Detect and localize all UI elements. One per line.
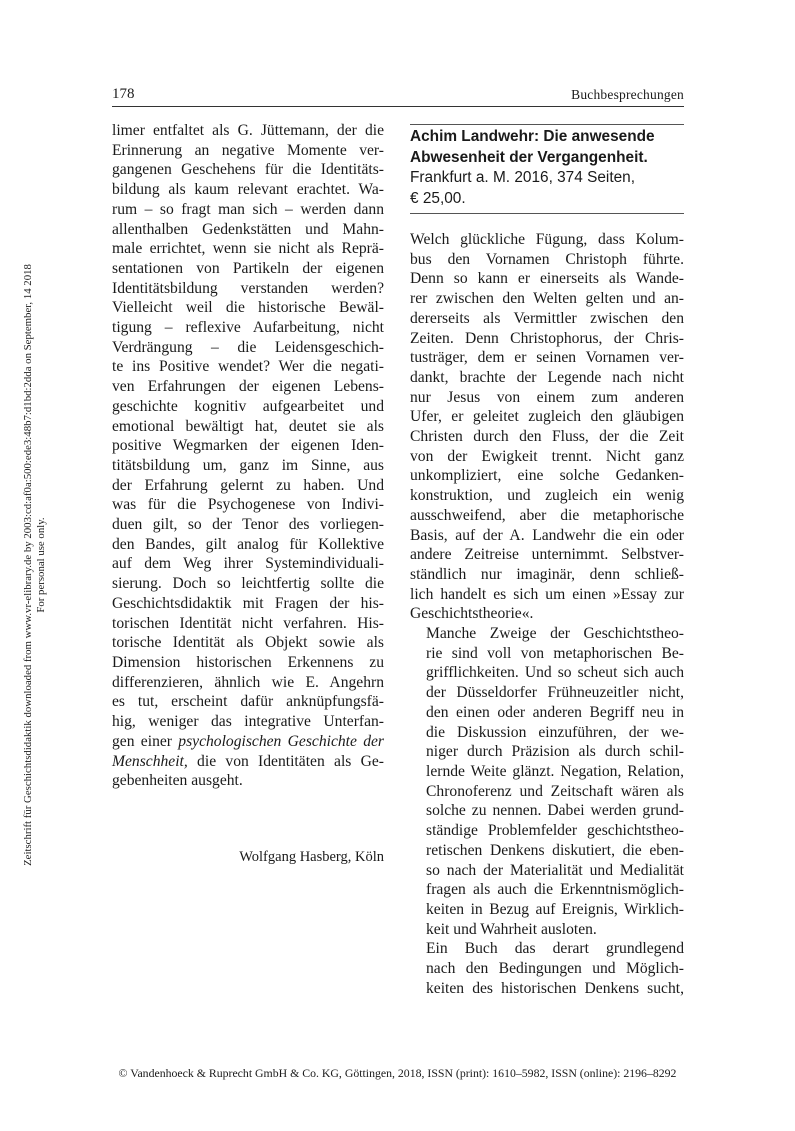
text-line: Christen durch den Fluss, der die Zeit — [410, 428, 684, 446]
text-line: Identitätsbildung verstanden werden? — [112, 279, 384, 297]
text-line: andere Zeitreise unternimmt. Selbstver- — [410, 546, 684, 564]
text-line — [112, 732, 384, 752]
text-line: torische Identität als Objekt sowie als — [112, 634, 384, 652]
text-line: hig, weniger das integrative Unterfan- — [112, 713, 384, 731]
book-title-line-1: Achim Landwehr: Die anwesende — [410, 128, 655, 145]
text-line: differenzieren, ähnlich wie E. Angehrn — [112, 673, 384, 691]
review-paragraph-2 — [410, 624, 684, 939]
text-line: Vielleicht weil die historische Bewäl- — [112, 299, 384, 317]
text-line: nach den Bedingungen und Möglich- — [426, 960, 684, 978]
text-line: torischen Identität nicht verfahren. His- — [112, 614, 384, 632]
text-line: dererseits als Vermittler zwischen den — [410, 309, 684, 327]
text-line: konstruktion, und zugleich ein wenig — [410, 487, 684, 505]
text-line: ständige Problemfelder geschichtstheo- — [426, 822, 684, 840]
text-line: tigung – reflexive Aufarbeitung, nicht — [112, 319, 384, 337]
text-line: rie sind voll von metaphorischen Be- — [426, 644, 684, 662]
text-line: duen gilt, so der Tenor des vorliegen- — [112, 516, 384, 534]
book-citation — [410, 124, 684, 214]
text-line: lich handelt es sich um einen »Essay zur — [410, 585, 684, 603]
text-line: den einen oder anderen Begriff neu in — [426, 703, 684, 721]
text-line — [112, 752, 384, 772]
text-line: dankt, brachte der Legende nach nicht — [410, 368, 684, 386]
text-line: Denn so kann er einerseits als Wande- — [410, 270, 684, 288]
text-fragment: die von Identitäten als Ge- — [187, 752, 384, 770]
text-line: rer zwischen den Welten gelten und an- — [410, 290, 684, 308]
text-line: was für die Psychogenese von Indivi- — [112, 496, 384, 514]
text-line: nur Jesus von einem zum anderen — [410, 388, 684, 406]
text-line: titätsbildung um, ganz im Sinne, aus — [112, 456, 384, 474]
text-line: der Erfahrung gelernt zu haben. Und — [112, 476, 384, 494]
page-number: 178 — [112, 86, 135, 102]
text-line: keit und Wahrheit ausloten. — [426, 920, 597, 938]
book-title-line-2: Abwesenheit der Vergangenheit. — [410, 148, 648, 166]
text-line: positive Wegmarken der eigenen Iden- — [112, 437, 384, 455]
text-line: keiten des historischen Denkens sucht, — [426, 979, 684, 997]
text-line: retischen Denkens diskutiert, die eben- — [426, 841, 684, 859]
text-line: Ein Buch das derart grundlegend — [426, 940, 684, 958]
text-line: te ins Positive wendet? Wer die negati- — [112, 358, 384, 376]
book-details-line-2: € 25,00. — [410, 189, 466, 207]
text-line: Welch glückliche Fügung, dass Kolum- — [410, 231, 684, 248]
text-line: ven Erfahrungen der eigenen Lebens- — [112, 378, 384, 396]
text-line: emotional bewältigt hat, deutet sie als — [112, 417, 384, 435]
copyright-footer: © Vandenhoeck & Ruprecht GmbH & Co. KG, Göttingen, 2018, ISSN (print): 1610–5982, ISSN (online): 2196–8292 — [118, 1066, 677, 1080]
left-column — [112, 121, 384, 791]
text-line: rum – so fragt man sich – werden dann — [112, 200, 384, 218]
text-line: unkompliziert, eine solche Gedanken- — [410, 467, 684, 485]
reviewer-signature: Wolfgang Hasberg, Köln — [239, 849, 384, 865]
text-line: Zeiten. Denn Christophorus, der Chris- — [410, 329, 684, 347]
text-line: keiten in Bezug auf Ereignis, Wirklich- — [426, 900, 684, 918]
italic-title-fragment: psychologischen Geschichte der — [178, 732, 384, 750]
text-line: auf dem Weg ihrer Systemindividuali- — [112, 555, 384, 573]
text-line: so nach der Materialität und Medialität — [426, 861, 684, 879]
text-line: limer entfaltet als G. Jüttemann, der die — [112, 122, 384, 139]
review-ending-paragraph — [112, 121, 384, 791]
text-line: Erinnerung an negative Momente ver- — [112, 141, 384, 159]
text-line: Chronoferenz und Zeitschaft wären als — [426, 782, 684, 800]
italic-title-fragment: Menschheit, — [112, 752, 188, 770]
text-line: solche zu nennen. Dabei werden grund- — [426, 802, 684, 820]
text-line: allenthalben Gedenkstätten und Mahn- — [112, 220, 384, 238]
text-line: bildung als kaum relevant erachtet. Wa- — [112, 181, 384, 199]
text-line: Ufer, er geleitet zugleich den gläubigen — [410, 408, 684, 426]
text-line: ausschweifend, aber die metaphorische — [410, 506, 684, 524]
text-line: sentationen von Partikeln der eigenen — [112, 259, 384, 277]
text-line: fragen als auch die Erkenntnismöglich- — [426, 881, 684, 899]
text-line: Basis, auf der A. Landwehr die ein oder — [410, 526, 684, 544]
text-line: gangenen Geschehens für die Identitäts- — [112, 161, 384, 179]
text-line: der Düsseldorfer Frühneuzeitler nicht, — [426, 684, 684, 702]
text-line: gebenheiten ausgeht. — [112, 772, 243, 790]
text-line: Verdrängung – die Leidensgeschich- — [112, 338, 384, 356]
page-header — [112, 86, 684, 107]
text-line: lernde Weite glänzt. Negation, Relation, — [426, 762, 684, 780]
text-line: Manche Zweige der Geschichtstheo- — [426, 625, 684, 643]
text-line: es tut, erscheint dafür anknüpfungsfä- — [112, 693, 384, 711]
review-paragraph-1 — [410, 230, 684, 624]
text-line: den Bandes, gilt analog für Kollektive — [112, 535, 384, 553]
text-line: die Diskussion einzuführen, der we- — [426, 723, 684, 741]
text-line: tusträger, dem er seinen Vornamen ver- — [410, 349, 684, 367]
download-notice-line-2: For personal use only. — [35, 517, 47, 613]
text-line: sierung. Doch so leichtfertig sollte die — [112, 575, 384, 593]
text-line: bus den Vornamen Christoph führte. — [410, 250, 684, 268]
text-line: Geschichtsdidaktik mit Fragen der his- — [112, 594, 384, 612]
download-notice-line-1: Zeitschrift für Geschichtsdidaktik downloaded from www.vr-elibrary.de by 2003:cd:af0a:500:ede3:48b7:d1bd:2dda on September, 14 2018 — [22, 264, 34, 866]
text-line: Dimension historischen Erkennens zu — [112, 653, 384, 671]
download-notice — [22, 220, 62, 910]
text-line: geschichte kognitiv aufgearbeitet und — [112, 397, 384, 415]
text-line: niger durch Präzision als durch schil- — [426, 743, 684, 761]
text-line: ständlich nur imaginär, denn schließ- — [410, 565, 684, 583]
text-fragment: gen einer — [112, 732, 179, 750]
text-line: grifflichkeiten. Und so scheut sich auch — [426, 664, 684, 682]
text-line: Geschichtstheorie«. — [410, 605, 534, 623]
book-details-line-1: Frankfurt a. M. 2016, 374 Seiten, — [410, 169, 635, 186]
running-head: Buchbesprechungen — [571, 87, 684, 102]
review-paragraph-3 — [410, 939, 684, 998]
right-column — [410, 230, 684, 998]
text-line: von der Ewigkeit trennt. Nicht ganz — [410, 447, 684, 465]
text-line: male errichtet, wenn sie nicht als Reprä- — [112, 240, 384, 258]
